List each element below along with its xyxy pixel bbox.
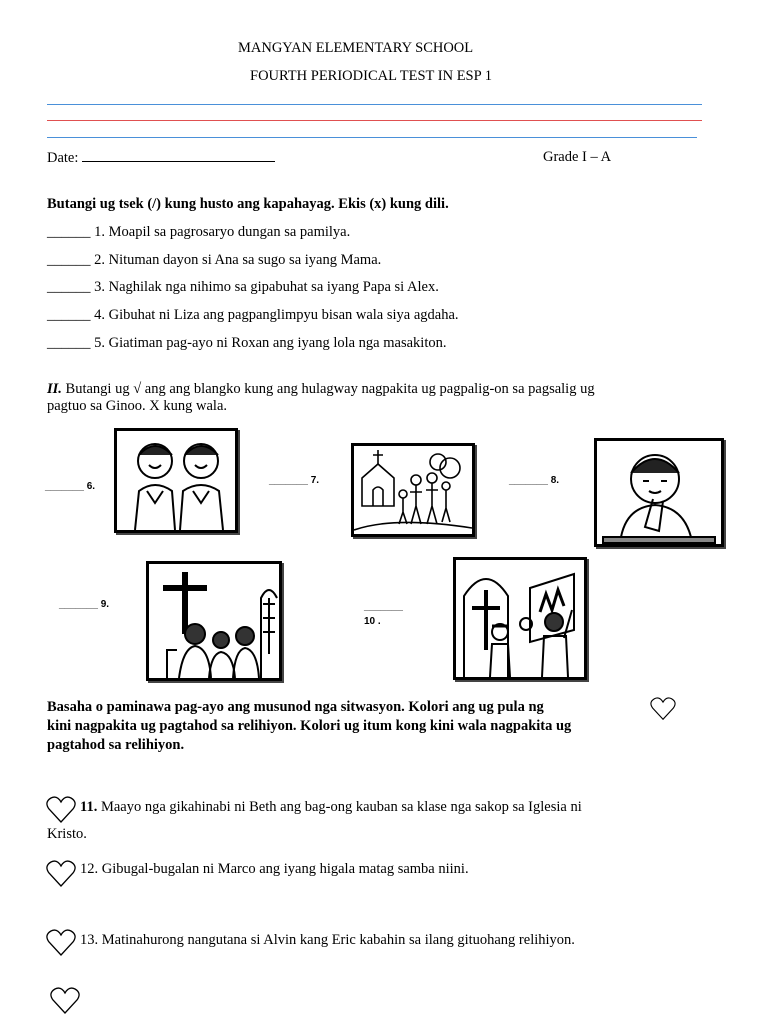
answer-label-7: _______ 7.: [269, 475, 320, 486]
part3-instruction-line3: pagtahod sa relihiyon.: [47, 737, 185, 753]
part3-item-12: [80, 861, 469, 878]
part3-item-11: [80, 799, 582, 816]
school-name: MANGYAN ELEMENTARY SCHOOL: [238, 40, 474, 56]
header-rule-blue-1: [47, 104, 702, 106]
heart-icon[interactable]: [46, 929, 76, 957]
answer-label-9: _______ 9.: [59, 599, 110, 610]
heart-icon[interactable]: [46, 796, 76, 824]
answer-label-8: _______ 8.: [509, 475, 560, 486]
part1-instruction: Butangi ug tsek (/) kung husto ang kapahayag. Ekis (x) kung dili.: [47, 196, 449, 212]
item-number: 12.: [80, 861, 99, 877]
date-blank[interactable]: [82, 149, 275, 162]
part3-item-11-cont: Kristo.: [47, 826, 87, 842]
part3-instruction-line1: Basaha o paminawa pag-ayo ang musunod nga sitwasyon. Kolori ang ug pula ng: [47, 699, 544, 715]
part1-item: ______ 5. Giatiman pag-ayo ni Roxan ang iyang lola nga masakiton.: [47, 335, 447, 351]
item-text: Matinahurong nangutana si Alvin kang Eric kabahin sa ilang gituohang relihiyon.: [98, 932, 575, 948]
boy-praying-picture: [594, 438, 724, 547]
children-cleaning-picture: [453, 557, 587, 680]
answer-label-10-num: 10 .: [364, 616, 381, 627]
header-rule-red: [47, 120, 702, 122]
item-number: 11.: [80, 799, 98, 815]
item-number: 13.: [80, 932, 99, 948]
church-worshippers-illustration: [149, 564, 279, 678]
heart-icon: [648, 697, 678, 721]
part1-item: ______ 2. Nituman dayon si Ana sa sugo sa iyang Mama.: [47, 252, 382, 268]
part2-instruction-line1: [47, 381, 595, 398]
date-label: Date:: [47, 150, 79, 166]
boys-talking-picture: [114, 428, 238, 533]
part1-item: ______ 4. Gibuhat ni Liza ang pagpanglimpyu bisan wala siya agdaha.: [47, 307, 459, 323]
church-worshippers-picture: [146, 561, 282, 681]
answer-label-6: _______ 6.: [45, 481, 96, 492]
grade-label: Grade I – A: [543, 149, 612, 165]
boys-talking-illustration: [117, 431, 235, 530]
part2-text: Butangi ug √ ang ang blangko kung ang hulagway nagpakita ug pagpalig-on sa pagsalig ug: [61, 381, 595, 397]
item-text: Gibugal-bugalan ni Marco ang iyang higala matag samba niini.: [98, 861, 469, 877]
answer-label-10-blank: _______: [364, 601, 403, 612]
header-rule-blue-2: [47, 137, 697, 139]
test-title: FOURTH PERIODICAL TEST IN ESP 1: [250, 68, 493, 84]
date-row: [47, 149, 275, 167]
family-church-picture: [351, 443, 475, 537]
part3-item-13: [80, 932, 575, 949]
part1-item: ______ 1. Moapil sa pagrosaryo dungan sa pamilya.: [47, 224, 351, 240]
part2-instruction-line2: pagtuo sa Ginoo. X kung wala.: [47, 398, 228, 414]
children-cleaning-illustration: [456, 560, 584, 677]
part3-instruction-line2: kini nagpakita ug pagtahod sa relihiyon. Kolori ug itum kong kini wala nagpakita ug: [47, 718, 572, 734]
part2-numeral: II.: [47, 381, 62, 397]
boy-praying-illustration: [597, 441, 721, 544]
item-text: Maayo nga gikahinabi ni Beth ang bag-ong kauban sa klase nga sakop sa Iglesia ni: [97, 799, 582, 815]
part1-item: ______ 3. Naghilak nga nihimo sa gipabuhat sa iyang Papa si Alex.: [47, 279, 439, 295]
heart-icon[interactable]: [46, 860, 76, 888]
family-church-illustration: [354, 446, 472, 534]
heart-icon[interactable]: [50, 987, 80, 1015]
